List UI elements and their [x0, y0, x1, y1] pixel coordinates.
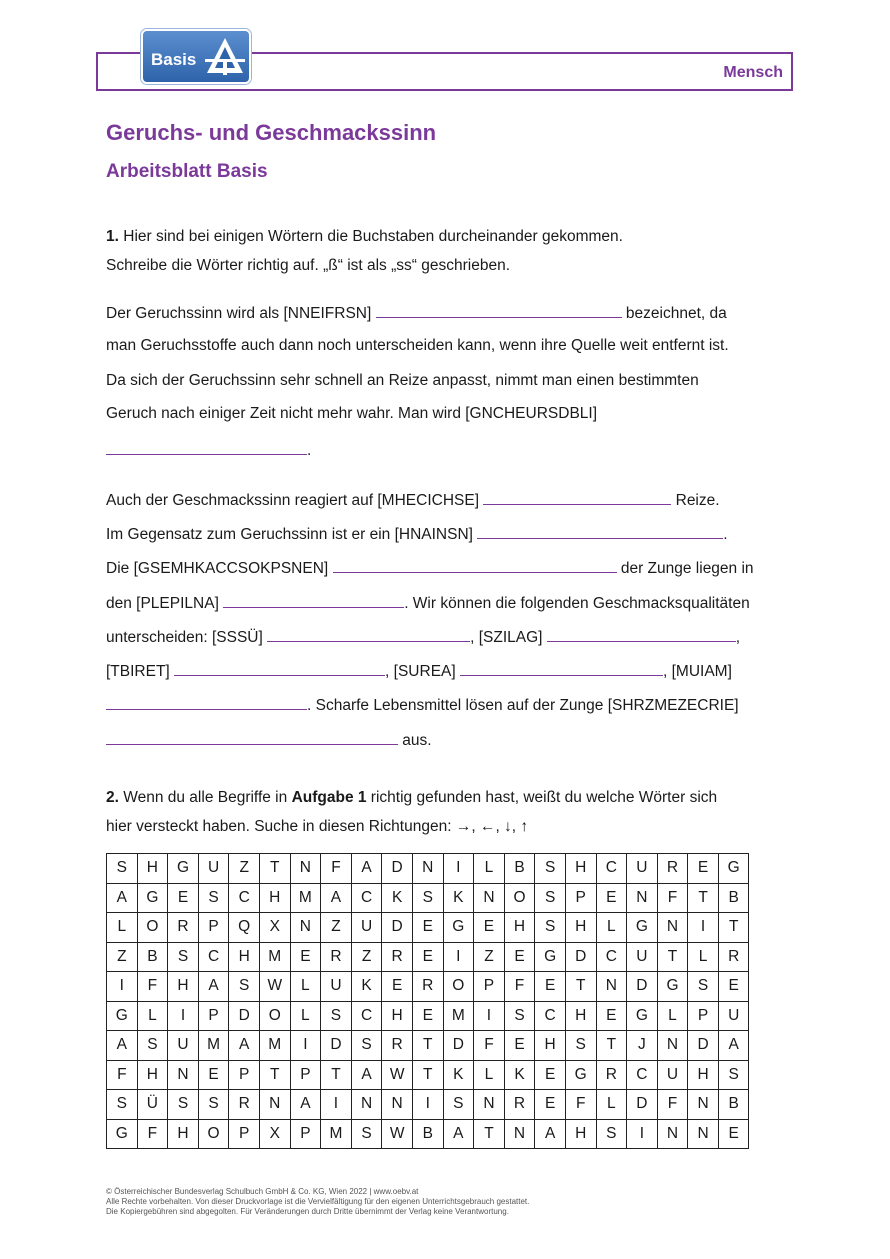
- grid-cell[interactable]: E: [412, 942, 443, 972]
- para2-line5: [106, 627, 740, 647]
- text: Wenn du alle Begriffe in: [118, 789, 292, 806]
- para2-line3: [106, 558, 754, 578]
- grid-cell[interactable]: S: [351, 1119, 382, 1149]
- grid-cell[interactable]: E: [504, 1031, 535, 1061]
- grid-cell[interactable]: G: [627, 1001, 658, 1031]
- grid-cell[interactable]: D: [627, 1090, 658, 1120]
- grid-cell[interactable]: F: [657, 1090, 688, 1120]
- grid-cell[interactable]: K: [443, 883, 474, 913]
- para1-line3: Da sich der Geruchssinn sehr schnell an Reize anpasst, nimmt man einen bestimmten: [106, 372, 699, 389]
- grid-cell[interactable]: B: [718, 883, 749, 913]
- grid-cell[interactable]: P: [198, 1001, 229, 1031]
- answer-blank[interactable]: [223, 593, 404, 608]
- grid-cell[interactable]: T: [412, 1031, 443, 1061]
- grid-cell[interactable]: R: [168, 913, 199, 943]
- grid-cell[interactable]: E: [382, 972, 413, 1002]
- grid-cell[interactable]: G: [657, 972, 688, 1002]
- grid-cell[interactable]: A: [718, 1031, 749, 1061]
- task1-instructions: [106, 222, 623, 280]
- grid-cell[interactable]: N: [688, 1119, 719, 1149]
- grid-cell[interactable]: O: [259, 1001, 290, 1031]
- grid-cell[interactable]: I: [474, 1001, 505, 1031]
- grid-cell[interactable]: E: [596, 883, 627, 913]
- grid-cell[interactable]: C: [596, 942, 627, 972]
- grid-row: [107, 1060, 749, 1090]
- grid-cell[interactable]: E: [474, 913, 505, 943]
- grid-cell[interactable]: C: [198, 942, 229, 972]
- grid-cell[interactable]: A: [290, 1090, 321, 1120]
- grid-cell[interactable]: H: [382, 1001, 413, 1031]
- text: Der Geruchssinn wird als [NNEIFRSN]: [106, 305, 376, 322]
- grid-cell[interactable]: O: [504, 883, 535, 913]
- text: bezeichnet, da: [621, 305, 727, 322]
- grid-cell[interactable]: D: [565, 942, 596, 972]
- para1-line2: man Geruchsstoffe auch dann noch unterscheiden kann, wenn ihre Quelle weit entfernt ist.: [106, 337, 729, 354]
- grid-cell[interactable]: R: [657, 854, 688, 884]
- grid-cell[interactable]: A: [443, 1119, 474, 1149]
- grid-cell[interactable]: R: [718, 942, 749, 972]
- grid-row: [107, 1001, 749, 1031]
- grid-cell[interactable]: A: [351, 854, 382, 884]
- task1-line1: Hier sind bei einigen Wörtern die Buchstaben durcheinander gekommen.: [118, 228, 623, 245]
- grid-cell[interactable]: P: [198, 913, 229, 943]
- text: richtig gefunden hast, weißt du welche Wörter sich: [366, 789, 718, 806]
- grid-cell[interactable]: L: [688, 942, 719, 972]
- grid-cell[interactable]: N: [474, 1090, 505, 1120]
- grid-cell[interactable]: S: [229, 972, 260, 1002]
- grid-cell[interactable]: O: [137, 913, 168, 943]
- grid-cell[interactable]: N: [290, 913, 321, 943]
- grid-cell[interactable]: W: [259, 972, 290, 1002]
- grid-cell[interactable]: K: [351, 972, 382, 1002]
- grid-cell[interactable]: R: [412, 972, 443, 1002]
- grid-cell[interactable]: N: [627, 883, 658, 913]
- grid-cell[interactable]: E: [198, 1060, 229, 1090]
- task1-line2: Schreibe die Wörter richtig auf. „ß“ ist als „ss“ geschrieben.: [106, 257, 510, 274]
- footer: [106, 1187, 529, 1217]
- answer-blank[interactable]: [106, 440, 307, 455]
- grid-cell[interactable]: P: [290, 1060, 321, 1090]
- grid-cell[interactable]: G: [565, 1060, 596, 1090]
- grid-cell[interactable]: M: [290, 883, 321, 913]
- grid-cell[interactable]: D: [688, 1031, 719, 1061]
- grid-cell[interactable]: S: [137, 1031, 168, 1061]
- grid-cell[interactable]: X: [259, 1119, 290, 1149]
- grid-cell[interactable]: H: [168, 1119, 199, 1149]
- grid-cell[interactable]: G: [443, 913, 474, 943]
- grid-cell[interactable]: H: [565, 1119, 596, 1149]
- grid-cell[interactable]: E: [168, 883, 199, 913]
- grid-cell[interactable]: X: [259, 913, 290, 943]
- grid-cell[interactable]: I: [412, 1090, 443, 1120]
- grid-cell[interactable]: F: [474, 1031, 505, 1061]
- answer-blank[interactable]: [376, 303, 622, 318]
- grid-cell[interactable]: E: [535, 972, 566, 1002]
- grid-cell[interactable]: H: [535, 1031, 566, 1061]
- grid-cell[interactable]: M: [259, 942, 290, 972]
- grid-cell[interactable]: D: [382, 854, 413, 884]
- para1-line5: [106, 440, 311, 460]
- grid-cell[interactable]: S: [535, 883, 566, 913]
- grid-cell[interactable]: S: [535, 913, 566, 943]
- grid-cell[interactable]: O: [198, 1119, 229, 1149]
- text: . Scharfe Lebensmittel lösen auf der Zunge [SHRZMEZECRIE]: [307, 697, 739, 714]
- grid-cell[interactable]: S: [718, 1060, 749, 1090]
- grid-cell[interactable]: R: [382, 1031, 413, 1061]
- grid-cell[interactable]: T: [688, 883, 719, 913]
- grid-cell[interactable]: S: [107, 854, 138, 884]
- grid-cell[interactable]: E: [688, 854, 719, 884]
- task1-number: 1.: [106, 228, 119, 245]
- text: Auch der Geschmackssinn reagiert auf [MHECICHSE]: [106, 492, 484, 509]
- grid-cell[interactable]: H: [168, 972, 199, 1002]
- grid-cell[interactable]: D: [321, 1031, 352, 1061]
- answer-blank[interactable]: [333, 558, 617, 573]
- grid-cell[interactable]: T: [474, 1119, 505, 1149]
- grid-cell[interactable]: H: [229, 942, 260, 972]
- grid-cell[interactable]: T: [596, 1031, 627, 1061]
- grid-cell[interactable]: H: [688, 1060, 719, 1090]
- grid-cell[interactable]: T: [259, 1060, 290, 1090]
- grid-cell[interactable]: N: [168, 1060, 199, 1090]
- text: , [MUIAM]: [662, 663, 732, 680]
- grid-cell[interactable]: N: [657, 1031, 688, 1061]
- grid-cell[interactable]: U: [657, 1060, 688, 1090]
- text: , [SUREA]: [385, 663, 460, 680]
- answer-blank[interactable]: [106, 730, 398, 745]
- grid-row: [107, 1031, 749, 1061]
- grid-cell[interactable]: L: [596, 913, 627, 943]
- grid-cell[interactable]: U: [627, 942, 658, 972]
- grid-cell[interactable]: E: [412, 1001, 443, 1031]
- grid-cell[interactable]: M: [443, 1001, 474, 1031]
- logo-text: Basis: [151, 50, 197, 69]
- grid-row: [107, 854, 749, 884]
- grid-cell[interactable]: S: [198, 883, 229, 913]
- answer-blank[interactable]: [106, 695, 307, 710]
- grid-cell[interactable]: A: [535, 1119, 566, 1149]
- para1-line4: Geruch nach einiger Zeit nicht mehr wahr. Man wird [GNCHEURSDBLI]: [106, 405, 598, 422]
- grid-cell[interactable]: P: [474, 972, 505, 1002]
- grid-cell[interactable]: T: [321, 1060, 352, 1090]
- grid-cell[interactable]: L: [657, 1001, 688, 1031]
- grid-cell[interactable]: L: [474, 1060, 505, 1090]
- grid-cell[interactable]: E: [718, 1119, 749, 1149]
- grid-cell[interactable]: R: [596, 1060, 627, 1090]
- grid-cell[interactable]: H: [137, 854, 168, 884]
- grid-cell[interactable]: A: [107, 1031, 138, 1061]
- grid-cell[interactable]: A: [321, 883, 352, 913]
- grid-cell[interactable]: G: [627, 913, 658, 943]
- grid-cell[interactable]: H: [137, 1060, 168, 1090]
- grid-cell[interactable]: N: [382, 1090, 413, 1120]
- text: Reize.: [671, 492, 720, 509]
- grid-cell[interactable]: S: [535, 854, 566, 884]
- grid-cell[interactable]: C: [229, 883, 260, 913]
- grid-cell[interactable]: E: [596, 1001, 627, 1031]
- grid-cell[interactable]: G: [107, 1001, 138, 1031]
- grid-cell[interactable]: L: [596, 1090, 627, 1120]
- grid-cell[interactable]: B: [718, 1090, 749, 1120]
- grid-cell[interactable]: B: [137, 942, 168, 972]
- grid-cell[interactable]: F: [657, 883, 688, 913]
- grid-cell[interactable]: F: [107, 1060, 138, 1090]
- grid-cell[interactable]: F: [137, 1119, 168, 1149]
- grid-cell[interactable]: D: [382, 913, 413, 943]
- text: den [PLEPILNA]: [106, 595, 224, 612]
- grid-cell[interactable]: G: [168, 854, 199, 884]
- grid-cell[interactable]: N: [688, 1090, 719, 1120]
- grid-cell[interactable]: D: [627, 972, 658, 1002]
- grid-cell[interactable]: R: [504, 1090, 535, 1120]
- answer-blank[interactable]: [460, 661, 663, 676]
- grid-cell[interactable]: Z: [229, 854, 260, 884]
- grid-cell[interactable]: K: [504, 1060, 535, 1090]
- grid-cell[interactable]: C: [596, 854, 627, 884]
- grid-cell[interactable]: C: [351, 1001, 382, 1031]
- grid-cell[interactable]: M: [259, 1031, 290, 1061]
- grid-cell[interactable]: P: [229, 1060, 260, 1090]
- grid-cell[interactable]: N: [351, 1090, 382, 1120]
- grid-cell[interactable]: T: [565, 972, 596, 1002]
- section-label: Mensch: [723, 64, 783, 81]
- grid-cell[interactable]: K: [443, 1060, 474, 1090]
- grid-cell[interactable]: U: [718, 1001, 749, 1031]
- grid-cell[interactable]: N: [657, 913, 688, 943]
- task-reference: Aufgabe 1: [291, 789, 367, 806]
- grid-cell[interactable]: E: [718, 972, 749, 1002]
- grid-cell[interactable]: S: [443, 1090, 474, 1120]
- grid-cell[interactable]: T: [412, 1060, 443, 1090]
- grid-cell[interactable]: K: [382, 883, 413, 913]
- grid-row: [107, 942, 749, 972]
- grid-cell[interactable]: A: [107, 883, 138, 913]
- grid-cell[interactable]: C: [535, 1001, 566, 1031]
- grid-cell[interactable]: W: [382, 1060, 413, 1090]
- grid-cell[interactable]: N: [504, 1119, 535, 1149]
- grid-cell[interactable]: S: [107, 1090, 138, 1120]
- grid-cell[interactable]: E: [535, 1090, 566, 1120]
- grid-cell[interactable]: T: [259, 854, 290, 884]
- para2-line1: [106, 490, 720, 510]
- text: .: [307, 442, 312, 459]
- grid-cell[interactable]: F: [137, 972, 168, 1002]
- grid-cell[interactable]: P: [229, 1119, 260, 1149]
- text: der Zunge liegen in: [616, 560, 754, 577]
- grid-cell[interactable]: O: [443, 972, 474, 1002]
- grid-cell[interactable]: B: [504, 854, 535, 884]
- grid-row: [107, 883, 749, 913]
- grid-cell[interactable]: A: [229, 1031, 260, 1061]
- para2-line7: [106, 695, 739, 715]
- grid-cell[interactable]: M: [198, 1031, 229, 1061]
- grid-cell[interactable]: C: [351, 883, 382, 913]
- text: unterscheiden: [SSSÜ]: [106, 629, 268, 646]
- text: .: [723, 526, 728, 543]
- task2-number: 2.: [106, 789, 119, 806]
- text: ,: [735, 629, 741, 646]
- grid-cell[interactable]: Z: [321, 913, 352, 943]
- text: , [SZILAG]: [470, 629, 547, 646]
- grid-row: [107, 1119, 749, 1149]
- grid-cell[interactable]: J: [627, 1031, 658, 1061]
- grid-cell[interactable]: A: [198, 972, 229, 1002]
- grid-cell[interactable]: H: [504, 913, 535, 943]
- grid-cell[interactable]: Z: [474, 942, 505, 972]
- grid-cell[interactable]: H: [565, 913, 596, 943]
- basis-logo: [141, 29, 251, 84]
- task2-line2: hier versteckt haben. Suche in diesen Richtungen: →, ←, ↓, ↑: [106, 818, 529, 835]
- grid-cell[interactable]: B: [412, 1119, 443, 1149]
- grid-cell[interactable]: S: [351, 1031, 382, 1061]
- grid-cell[interactable]: H: [259, 883, 290, 913]
- grid-cell[interactable]: L: [474, 854, 505, 884]
- grid-cell[interactable]: S: [321, 1001, 352, 1031]
- grid-cell[interactable]: C: [627, 1060, 658, 1090]
- para2-line6: [106, 661, 732, 681]
- text: Die [GSEMHKACCSOKPSNEN]: [106, 560, 333, 577]
- para2-line8: [106, 730, 432, 750]
- grid-row: [107, 913, 749, 943]
- footer-line2: Alle Rechte vorbehalten. Von dieser Druckvorlage ist die Vervielfältigung für den eigenen Unterrichtsgebrauch gestattet.: [106, 1197, 530, 1206]
- grid-cell[interactable]: R: [229, 1090, 260, 1120]
- grid-cell[interactable]: I: [290, 1031, 321, 1061]
- grid-cell[interactable]: I: [107, 972, 138, 1002]
- grid-cell[interactable]: L: [107, 913, 138, 943]
- grid-cell[interactable]: E: [412, 913, 443, 943]
- grid-cell[interactable]: E: [535, 1060, 566, 1090]
- grid-cell[interactable]: N: [474, 883, 505, 913]
- triangle-logo-icon: [205, 35, 245, 77]
- grid-row: [107, 1090, 749, 1120]
- grid-cell[interactable]: U: [351, 913, 382, 943]
- grid-cell[interactable]: N: [290, 854, 321, 884]
- grid-cell[interactable]: G: [718, 854, 749, 884]
- grid-cell[interactable]: L: [290, 972, 321, 1002]
- grid-cell[interactable]: I: [443, 854, 474, 884]
- grid-cell[interactable]: T: [657, 942, 688, 972]
- grid-cell[interactable]: D: [229, 1001, 260, 1031]
- grid-cell[interactable]: P: [565, 883, 596, 913]
- grid-row: [107, 972, 749, 1002]
- grid-cell[interactable]: W: [382, 1119, 413, 1149]
- grid-cell[interactable]: N: [596, 972, 627, 1002]
- grid-cell[interactable]: S: [504, 1001, 535, 1031]
- answer-blank[interactable]: [547, 627, 736, 642]
- para2-line4: [106, 593, 750, 613]
- text: . Wir können die folgenden Geschmacksqualitäten: [404, 595, 750, 612]
- grid-cell[interactable]: Z: [107, 942, 138, 972]
- grid-cell[interactable]: S: [168, 1090, 199, 1120]
- grid-cell[interactable]: P: [688, 1001, 719, 1031]
- grid-cell[interactable]: F: [504, 972, 535, 1002]
- answer-blank[interactable]: [477, 524, 723, 539]
- grid-cell[interactable]: U: [321, 972, 352, 1002]
- grid-cell[interactable]: S: [198, 1090, 229, 1120]
- page-subtitle: Arbeitsblatt Basis: [106, 161, 268, 182]
- grid-cell[interactable]: I: [627, 1119, 658, 1149]
- grid-cell[interactable]: I: [688, 913, 719, 943]
- grid-cell[interactable]: L: [290, 1001, 321, 1031]
- page-title: Geruchs- und Geschmackssinn: [106, 120, 437, 145]
- grid-cell[interactable]: U: [198, 854, 229, 884]
- grid-cell[interactable]: R: [321, 942, 352, 972]
- answer-blank[interactable]: [267, 627, 470, 642]
- grid-cell[interactable]: S: [565, 1031, 596, 1061]
- grid-cell[interactable]: M: [321, 1119, 352, 1149]
- answer-blank[interactable]: [483, 490, 671, 505]
- grid-cell[interactable]: Q: [229, 913, 260, 943]
- grid-cell[interactable]: G: [535, 942, 566, 972]
- grid-cell[interactable]: D: [443, 1031, 474, 1061]
- grid-cell[interactable]: E: [504, 942, 535, 972]
- word-search-grid: [106, 853, 749, 1149]
- grid-cell[interactable]: E: [290, 942, 321, 972]
- text: aus.: [398, 732, 432, 749]
- grid-cell[interactable]: F: [565, 1090, 596, 1120]
- grid-cell[interactable]: U: [627, 854, 658, 884]
- text: Im Gegensatz zum Geruchssinn ist er ein [HNAINSN]: [106, 526, 478, 543]
- grid-cell[interactable]: P: [290, 1119, 321, 1149]
- grid-cell[interactable]: T: [718, 913, 749, 943]
- grid-cell[interactable]: S: [168, 942, 199, 972]
- grid-cell[interactable]: N: [657, 1119, 688, 1149]
- footer-line3: Die Kopiergebühren sind abgegolten. Für Veränderungen durch Dritte übernimmt der Verlag keine Verantwortung.: [106, 1207, 509, 1216]
- grid-cell[interactable]: S: [688, 972, 719, 1002]
- grid-cell[interactable]: N: [412, 854, 443, 884]
- answer-blank[interactable]: [174, 661, 385, 676]
- para2-line2: [106, 524, 728, 544]
- grid-cell[interactable]: U: [168, 1031, 199, 1061]
- grid-cell[interactable]: I: [168, 1001, 199, 1031]
- grid-cell[interactable]: Z: [351, 942, 382, 972]
- grid-cell[interactable]: S: [596, 1119, 627, 1149]
- grid-cell[interactable]: H: [565, 1001, 596, 1031]
- grid-cell[interactable]: N: [259, 1090, 290, 1120]
- grid-cell[interactable]: G: [107, 1119, 138, 1149]
- grid-cell[interactable]: I: [443, 942, 474, 972]
- grid-cell[interactable]: F: [321, 854, 352, 884]
- footer-line1: © Österreichischer Bundesverlag Schulbuch GmbH & Co. KG, Wien 2022 | www.oebv.at: [106, 1187, 419, 1196]
- grid-cell[interactable]: L: [137, 1001, 168, 1031]
- grid-cell[interactable]: H: [565, 854, 596, 884]
- text: [TBIRET]: [106, 663, 175, 680]
- grid-cell[interactable]: G: [137, 883, 168, 913]
- task2-instructions: [106, 783, 717, 841]
- grid-cell[interactable]: R: [382, 942, 413, 972]
- grid-cell[interactable]: A: [351, 1060, 382, 1090]
- para1-line1: [106, 303, 727, 323]
- grid-cell[interactable]: S: [412, 883, 443, 913]
- grid-cell[interactable]: I: [321, 1090, 352, 1120]
- grid-cell[interactable]: Ü: [137, 1090, 168, 1120]
